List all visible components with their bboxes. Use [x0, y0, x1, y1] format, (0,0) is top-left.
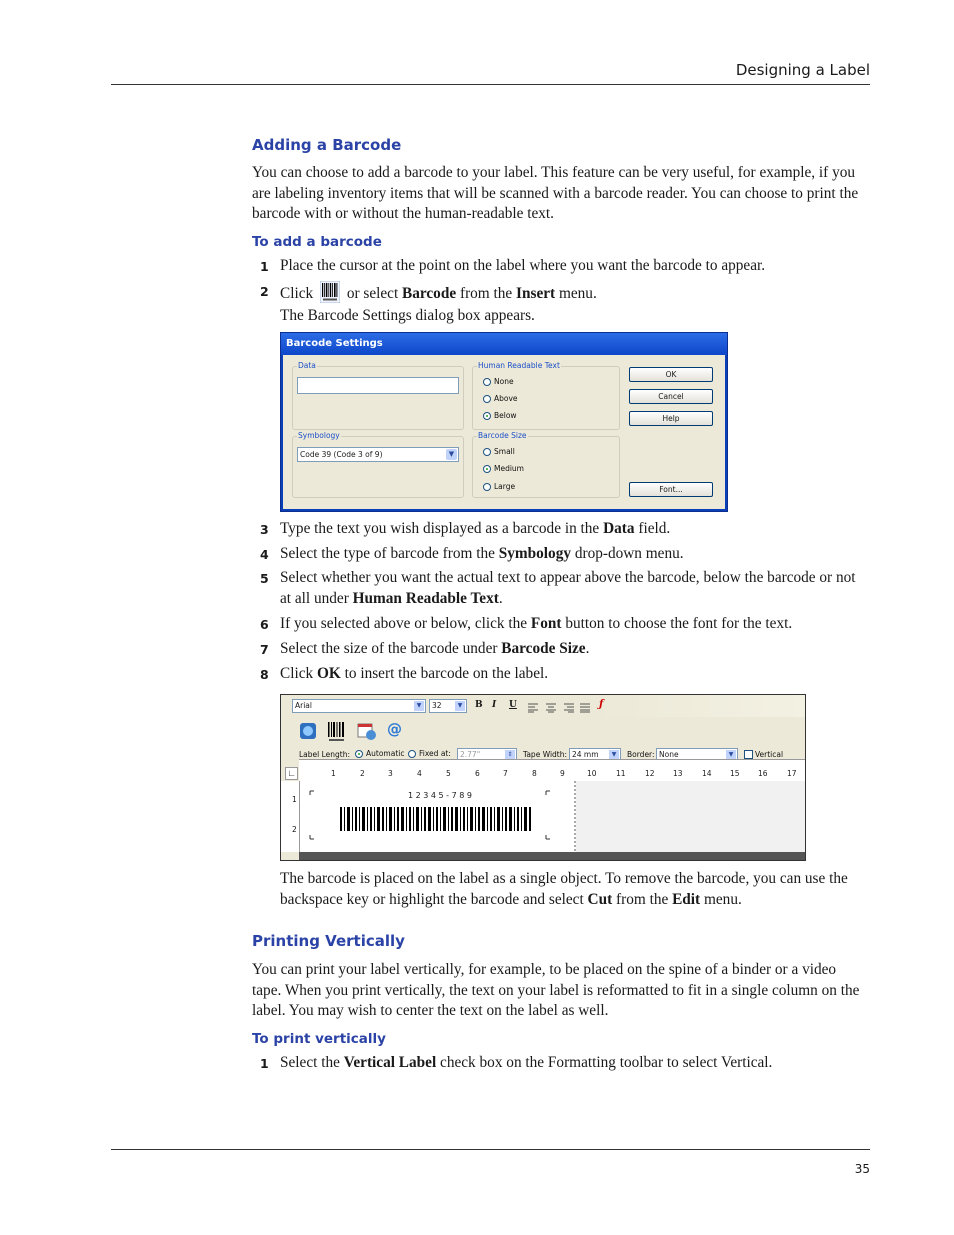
chevron-down-icon: ▼	[414, 701, 424, 711]
align-left-icon[interactable]	[528, 700, 538, 718]
radio-large[interactable]	[483, 482, 515, 491]
radio-label: Medium	[494, 464, 524, 473]
step-number: 5	[260, 571, 269, 586]
paragraph-line: The barcode is placed on the label as a single object. To remove the barcode, you can use the	[280, 870, 848, 887]
insert-image-icon[interactable]	[299, 722, 317, 745]
field-name: Symbology	[498, 545, 571, 562]
barcode-intro	[252, 163, 870, 225]
step-text: from the	[459, 285, 513, 302]
group-label: Symbology	[298, 431, 340, 440]
select-value: Code 39 (Code 3 of 9)	[300, 450, 383, 459]
data-input[interactable]	[297, 377, 459, 394]
ruler-number: 8	[532, 769, 537, 778]
radio-medium[interactable]	[483, 464, 524, 473]
barcode-tool-icon	[320, 281, 340, 303]
chevron-down-icon: ▼	[609, 750, 619, 760]
ruler-number: 1	[292, 795, 297, 804]
at-symbol-icon[interactable]: @	[387, 720, 402, 738]
ruler-number: 2	[292, 825, 297, 834]
barcode-human-text: 1 2 3 4 5 - 7 8 9	[408, 791, 472, 800]
radio-label: Small	[494, 447, 515, 456]
step-text: or select	[346, 285, 399, 302]
ruler-corner-icon: ∟	[285, 767, 298, 780]
barcode-settings-dialog	[280, 332, 728, 512]
symbology-group	[292, 431, 464, 498]
step-text: Place the cursor at the point on the label where you want the barcode to appear.	[280, 257, 766, 274]
horizontal-ruler	[299, 759, 805, 783]
step-text: Select the	[280, 1054, 340, 1071]
ruler-number: 14	[702, 769, 712, 778]
formatting-toolbar	[281, 695, 805, 717]
radio-dot	[483, 395, 491, 403]
radio-dot	[408, 750, 416, 758]
step-text: Select whether you want the actual text to appear above the barcode, below the barcode or not	[280, 569, 856, 586]
data-group	[292, 361, 464, 430]
step-number: 7	[260, 642, 269, 657]
tape-width-label: Tape Width:	[523, 750, 568, 759]
step-text: check box on the Formatting toolbar to select Vertical.	[440, 1054, 773, 1071]
step-number: 3	[260, 522, 269, 537]
vertical-ruler	[281, 781, 300, 852]
ruler-number: 1	[331, 769, 336, 778]
step-text: Select the type of barcode from the	[280, 545, 495, 562]
radio-dot	[483, 448, 491, 456]
step-text: If you selected above or below, click the	[280, 615, 528, 632]
radio-fixed-at[interactable]	[408, 749, 451, 758]
ruler-number: 15	[730, 769, 740, 778]
chevron-down-icon: ▼	[726, 750, 736, 760]
label-area	[300, 781, 576, 852]
group-label: Human Readable Text	[478, 361, 560, 370]
radio-label: Large	[494, 482, 516, 491]
step-text: Type the text you wish displayed as a barcode in the	[280, 520, 600, 537]
paragraph-text: menu.	[703, 890, 742, 908]
menu-item-name: Cut	[587, 890, 613, 908]
step-text: to insert the barcode on the label.	[344, 665, 549, 682]
horizontal-scrollbar[interactable]	[299, 852, 805, 860]
step-number: 8	[260, 667, 269, 682]
insert-toolbar	[281, 718, 805, 744]
font-button[interactable]: Font...	[629, 482, 713, 497]
step-text: field.	[638, 520, 671, 537]
border-label: Border:	[627, 750, 655, 759]
ok-button[interactable]: OK	[629, 367, 713, 382]
underline-button[interactable]: U	[509, 700, 517, 710]
ruler-number: 5	[446, 769, 451, 778]
procedure-heading-barcode: To add a barcode	[252, 234, 382, 250]
dialog-title: Barcode Settings	[286, 338, 383, 349]
ruler-number: 9	[560, 769, 565, 778]
field-name: Font	[530, 615, 562, 632]
step-text: at all under	[280, 589, 349, 607]
group-label: Barcode Size	[478, 431, 527, 440]
vertical-label-checkbox[interactable]	[744, 750, 753, 759]
ruler-number: 16	[758, 769, 768, 778]
input-value: 2.77"	[460, 750, 481, 759]
select-value: Arial	[295, 701, 312, 710]
ruler-number: 10	[587, 769, 597, 778]
after-insert-paragraph	[252, 869, 870, 910]
symbology-select[interactable]	[297, 447, 459, 462]
select-value: 32	[432, 701, 442, 710]
human-readable-group	[472, 361, 620, 430]
step-number: 4	[260, 547, 269, 562]
ruler-number: 17	[787, 769, 797, 778]
date-time-icon[interactable]	[357, 721, 377, 746]
barcode-icon[interactable]	[327, 721, 347, 748]
dialog-titlebar	[281, 333, 727, 355]
procedure-heading-vertical: To print vertically	[252, 1031, 386, 1047]
field-name: Human Readable Text	[352, 589, 499, 607]
ruler-number: 3	[388, 769, 393, 778]
radio-label: Below	[494, 411, 517, 420]
ruler-number: 2	[360, 769, 365, 778]
intro-line: You can choose to add a barcode to your label. This feature can be very useful, for example, if you	[252, 164, 856, 181]
radio-above[interactable]	[483, 394, 518, 403]
label-editor-screenshot	[280, 694, 806, 861]
radio-automatic[interactable]	[355, 749, 404, 758]
radio-dot	[483, 378, 491, 386]
radio-dot-selected	[355, 750, 363, 758]
radio-small[interactable]	[483, 447, 515, 456]
section-heading-barcode: Adding a Barcode	[252, 136, 402, 154]
select-value: None	[659, 750, 679, 759]
font-effects-icon[interactable]: ƒ	[599, 699, 604, 710]
paragraph-text: from the	[616, 890, 669, 908]
align-center-icon[interactable]	[546, 700, 556, 718]
font-size-select[interactable]	[429, 699, 467, 713]
field-name: Vertical Label	[343, 1054, 437, 1071]
intro-line: barcode with or without the human-readable text.	[252, 205, 555, 222]
field-name: OK	[316, 665, 341, 682]
radio-dot	[483, 483, 491, 491]
group-label: Data	[298, 361, 316, 370]
running-head: Designing a Label	[735, 61, 870, 79]
intro-line: label. You may wish to center the text on the label as well.	[252, 1002, 609, 1019]
vertical-label-text: Vertical	[755, 750, 784, 759]
radio-dot-selected	[483, 465, 491, 473]
radio-label: Fixed at:	[419, 749, 451, 758]
radio-label: Automatic	[366, 749, 405, 758]
footer-rule	[111, 1149, 870, 1150]
italic-button[interactable]: I	[492, 700, 497, 710]
step-text: button to choose the font for the text.	[565, 615, 793, 632]
radio-label: None	[494, 377, 514, 386]
step-text: .	[585, 640, 590, 657]
field-name: Data	[603, 520, 635, 537]
step-text: Click	[280, 665, 314, 682]
spinner-icon: ⇕	[505, 750, 515, 760]
field-name: Barcode Size	[501, 640, 586, 657]
label-length-label: Label Length:	[299, 750, 351, 759]
vertical-intro	[252, 960, 870, 1022]
bold-button[interactable]: B	[475, 700, 483, 710]
intro-line: You can print your label vertically, for example, to be placed on the spine of a binder or a video	[252, 961, 837, 978]
step-text: .	[498, 589, 503, 607]
step-number: 1	[260, 1056, 269, 1071]
dialog-client	[283, 355, 725, 509]
section-heading-vertical: Printing Vertically	[252, 932, 405, 950]
step-text: Select the size of the barcode under	[280, 640, 498, 657]
step-number: 6	[260, 617, 269, 632]
menu-name: Insert	[516, 285, 556, 302]
menu-item-name: Barcode	[402, 285, 457, 302]
intro-line: are labeling inventory items that will be scanned with a barcode reader. You can choose to print the	[252, 184, 859, 202]
radio-dot-selected	[483, 412, 491, 420]
step-number: 2	[260, 284, 269, 299]
select-value: 24 mm	[572, 750, 599, 759]
label-canvas[interactable]	[300, 781, 805, 852]
barcode-size-group	[472, 431, 620, 498]
step-result-text: The Barcode Settings dialog box appears.	[280, 307, 535, 324]
radio-label: Above	[494, 394, 518, 403]
chevron-down-icon: ▼	[446, 449, 457, 460]
radio-below[interactable]	[483, 411, 517, 420]
cancel-button[interactable]: Cancel	[629, 389, 713, 404]
intro-line: tape. When you print vertically, the text on your label is reformatted to fit in a single column on the	[252, 981, 860, 999]
help-button[interactable]: Help	[629, 411, 713, 426]
step-text: drop-down menu.	[574, 545, 684, 562]
page-number: 35	[854, 1162, 870, 1176]
header-rule	[111, 84, 870, 85]
step-number: 1	[260, 259, 269, 274]
radio-none[interactable]	[483, 377, 514, 386]
ruler-number: 7	[503, 769, 508, 778]
ruler-number: 12	[645, 769, 655, 778]
paragraph-text: backspace key or highlight the barcode and select	[280, 890, 584, 908]
font-name-select[interactable]	[292, 699, 426, 713]
ruler-number: 6	[475, 769, 480, 778]
step-text: menu.	[558, 285, 597, 302]
ruler-number: 13	[673, 769, 683, 778]
step-text: Click	[280, 285, 314, 302]
chevron-down-icon: ▼	[455, 701, 465, 711]
menu-name: Edit	[672, 890, 701, 908]
align-right-icon[interactable]	[564, 700, 574, 718]
ruler-number: 4	[417, 769, 422, 778]
justify-icon[interactable]	[580, 700, 590, 718]
ruler-number: 11	[616, 769, 626, 778]
